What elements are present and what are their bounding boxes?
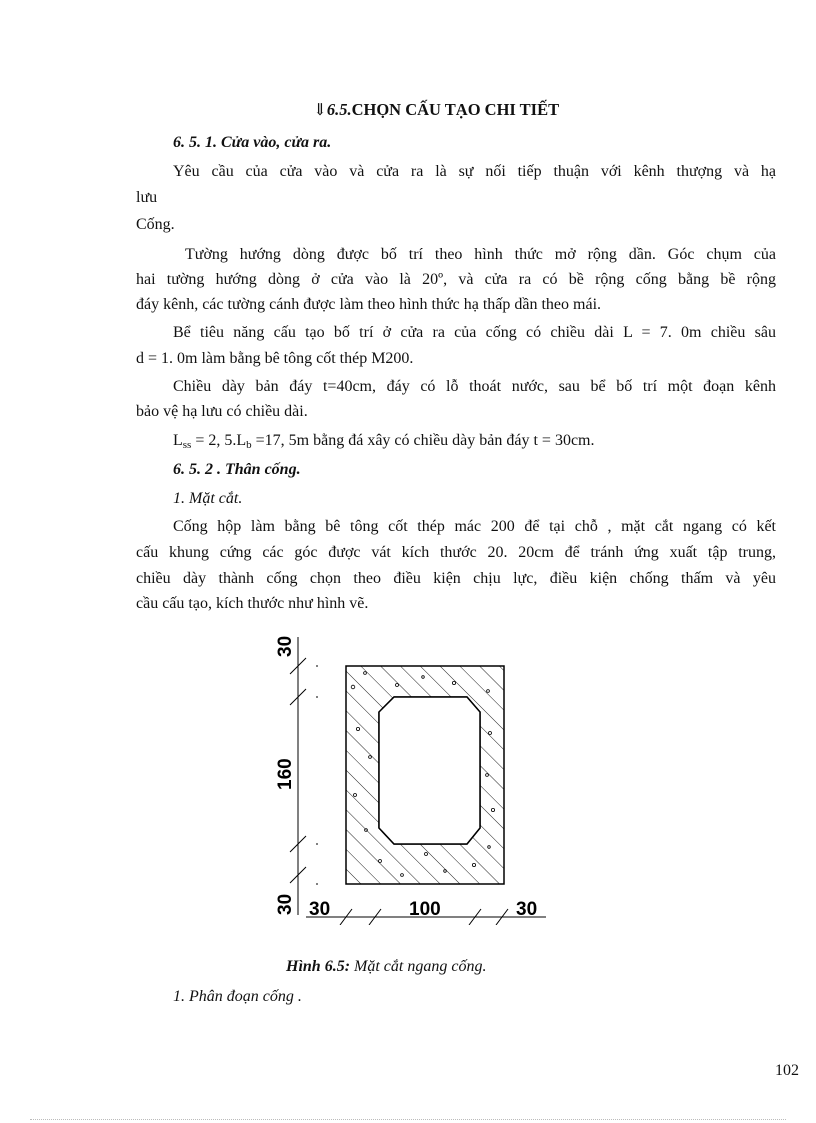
culvert-cross-section-figure [260, 625, 560, 925]
paragraph-4-line-2: bảo vệ hạ lưu có chiều dài. [136, 403, 308, 420]
paragraph-1-line-3: Cống. [136, 216, 175, 233]
dim-label-bottom: 30 [275, 893, 296, 915]
formula-rest: =17, 5m bằng đá xây có chiều dày bản đáy t = 30cm. [251, 432, 595, 449]
subsection-heading-1: 6. 5. 1. Cửa vào, cửa ra. [173, 134, 332, 151]
formula-mid: = 2, 5.L [191, 432, 247, 449]
paragraph-2-line-3: đáy kênh, các tường cánh được làm theo hình thức hạ thấp dần theo mái. [136, 296, 602, 313]
culvert-opening [379, 697, 480, 844]
paragraph-1-line-2: lưu [136, 189, 158, 206]
dim-label-middle: 160 [275, 758, 296, 790]
formula-lb-subscript: b [246, 439, 252, 451]
paragraph-6-line-1: Cống hộp làm bằng bê tông cốt thép mác 200 để tại chỗ , mặt cắt ngang có kết [173, 518, 776, 535]
paragraph-2-line-2: hai tường hướng dòng ở cửa vào là 20º, và cửa ra có bề rộng cống bằng bề rộng [136, 271, 776, 288]
formula-lss: L [173, 432, 183, 449]
section-title: CHỌN CẤU TẠO CHI TIẾT [351, 100, 560, 119]
paragraph-1-line-1: Yêu cầu của cửa vào và cửa ra là sự nối tiếp thuận với kênh thượng và hạ [173, 163, 776, 180]
subsection-heading-2: 6. 5. 2 . Thân cống. [173, 461, 301, 478]
section-number: 6.5. [326, 100, 352, 119]
paragraph-6-line-2: cấu khung cứng các góc được vát kích thước 20. 20cm để tránh ứng xuất tập trung, [136, 544, 776, 561]
dim-label-right: 30 [516, 899, 538, 920]
paragraph-3-line-1: Bể tiêu năng cấu tạo bố trí ở cửa ra của cống có chiều dài L = 7. 0m chiều sâu [173, 324, 776, 341]
paragraph-6-line-4: cầu cấu tạo, kích thước như hình vẽ. [136, 595, 369, 612]
paragraph-2-line-1: Tường hướng dòng được bố trí theo hình thức mở rộng dần. Góc chụm của [185, 246, 776, 263]
down-arrow-icon: ⇓ [313, 100, 327, 119]
caption-label: Hình 6.5: [286, 958, 351, 975]
next-item: 1. Phân đoạn cống . [173, 988, 302, 1005]
paragraph-3-line-2: d = 1. 0m làm bằng bê tông cốt thép M200. [136, 350, 414, 367]
caption-text: Mặt cắt ngang cống. [350, 958, 487, 975]
figure-caption [286, 957, 486, 977]
paragraph-5 [173, 431, 594, 451]
paragraph-4-line-1: Chiều dày bản đáy t=40cm, đáy có lỗ thoát nước, sau bể bố trí một đoạn kênh [173, 378, 776, 395]
dim-label-left: 30 [309, 899, 331, 920]
section-heading [313, 100, 559, 120]
dim-label-top: 30 [275, 635, 296, 657]
subsection-2-item: 1. Mặt cắt. [173, 490, 243, 507]
formula-lss-subscript: ss [182, 439, 192, 451]
footer-divider [30, 1119, 786, 1120]
dim-label-center: 100 [409, 899, 441, 920]
paragraph-6-line-3: chiều dày thành cống chọn theo điều kiện chịu lực, điều kiện chống thấm và yêu [136, 570, 776, 587]
page-number: 102 [775, 1062, 799, 1079]
